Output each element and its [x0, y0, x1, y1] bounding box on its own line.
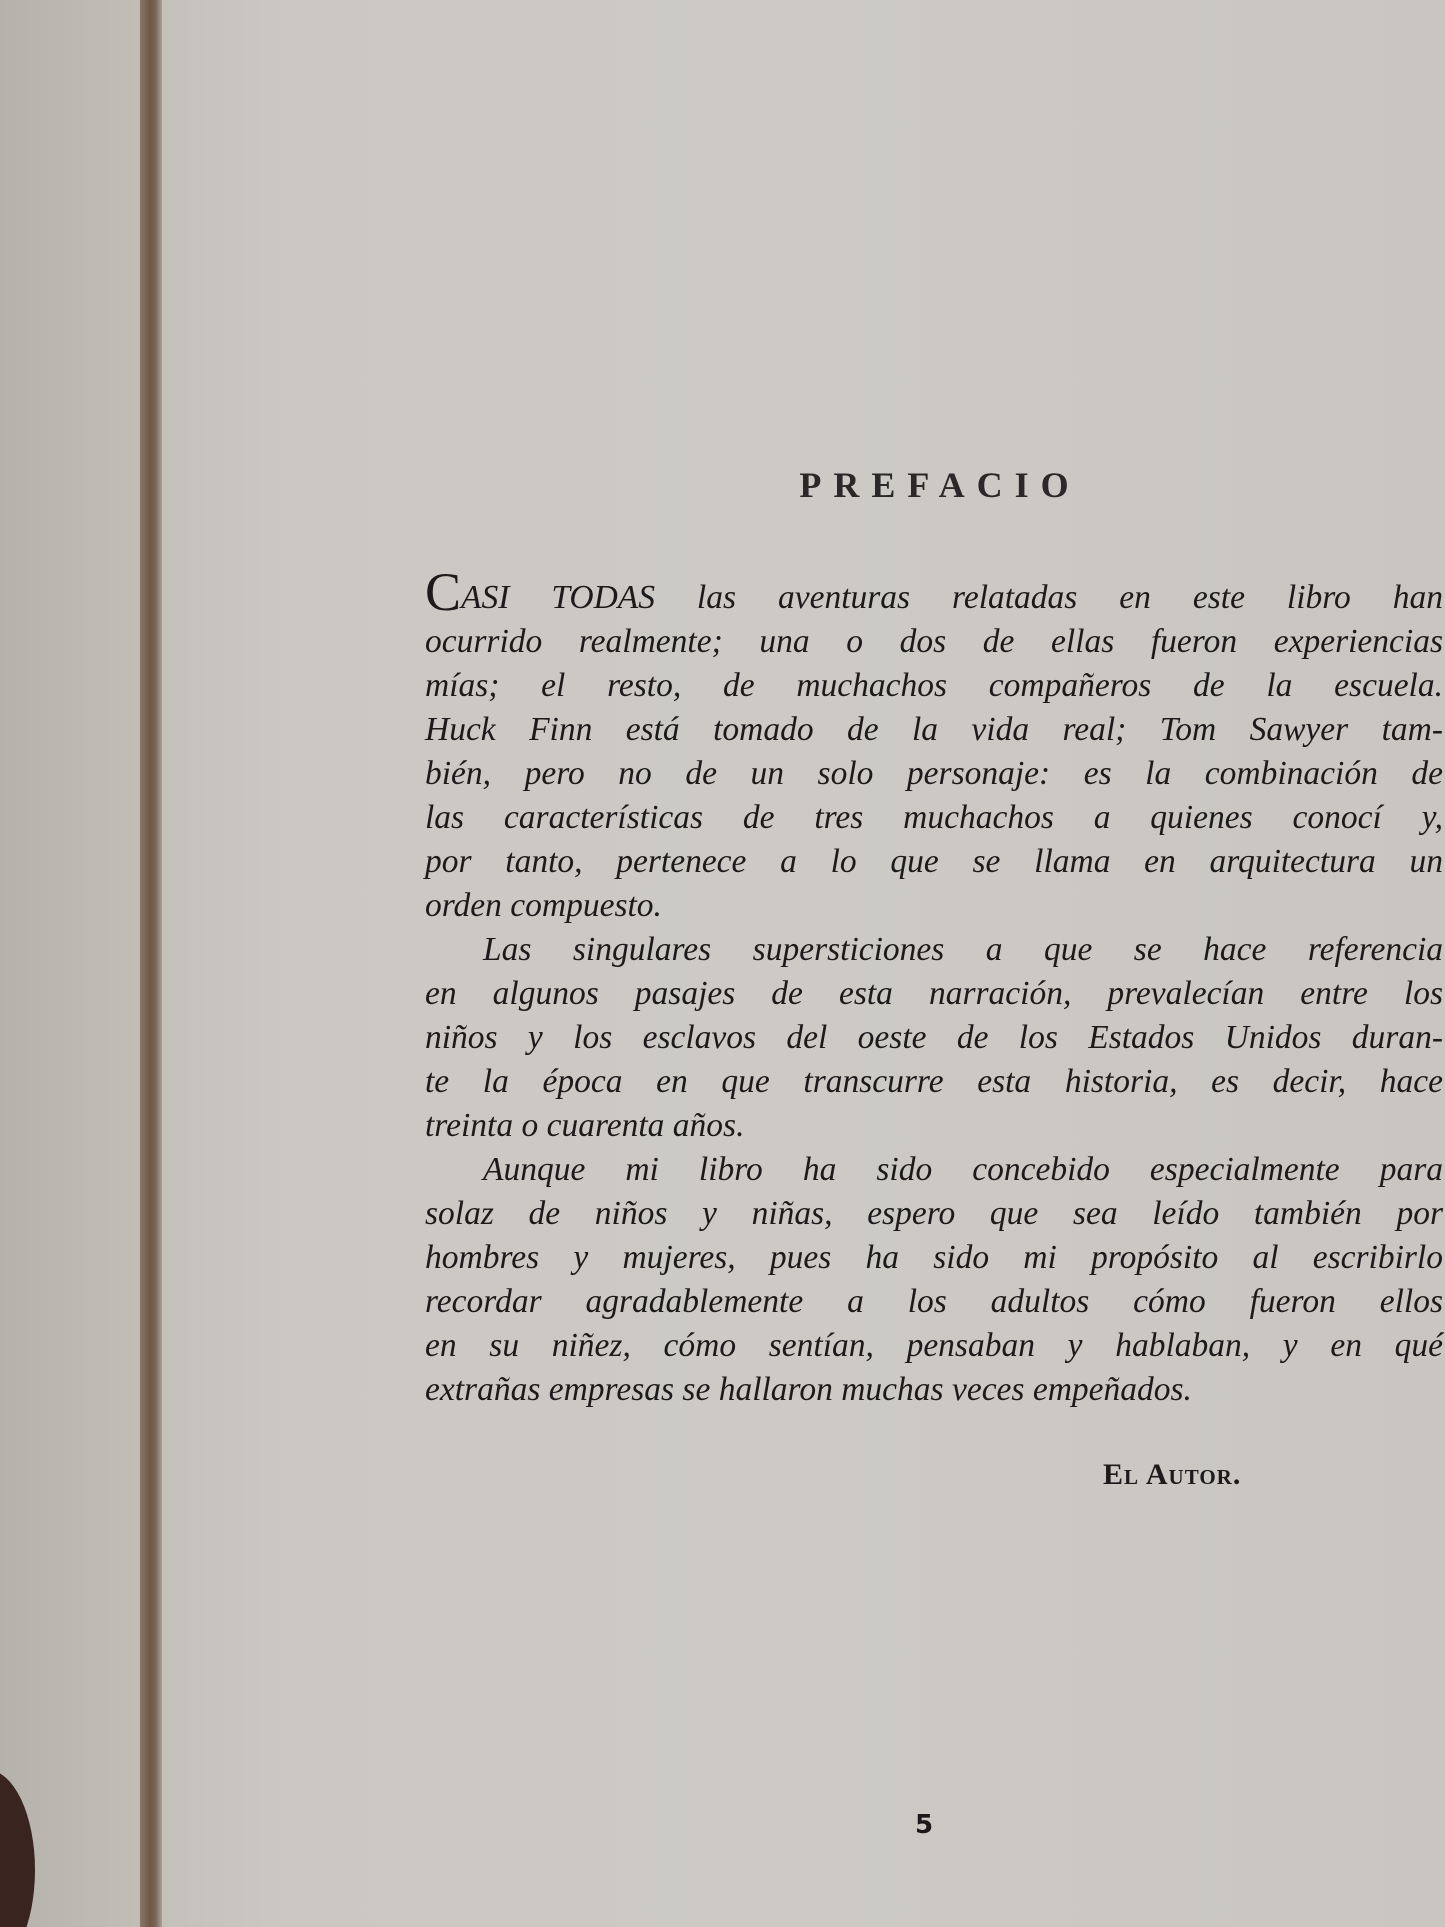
- text-line: las características de tres muchachos a quienes conocí y,: [425, 799, 1443, 836]
- paragraph-2: [425, 928, 1443, 1148]
- text-line: en su niñez, cómo sentían, pensaban y hablaban, y en qué: [425, 1327, 1443, 1364]
- text-line: extrañas empresas se hallaron muchas veces empeñados.: [425, 1371, 1192, 1408]
- text-line: Aunque mi libro ha sido concebido especialmente para: [483, 1151, 1443, 1188]
- paragraph-1: [425, 562, 1443, 928]
- left-page-edge: [0, 0, 150, 1927]
- paragraph-3: [425, 1148, 1443, 1412]
- text-line: por tanto, pertenece a lo que se llama en arquitectura un: [425, 843, 1443, 880]
- text-line: solaz de niños y niñas, espero que sea leído también por: [425, 1195, 1443, 1232]
- text-line: niños y los esclavos del oeste de los Estados Unidos duran-: [425, 1019, 1443, 1056]
- text-line: Las singulares supersticiones a que se hace referencia: [483, 931, 1443, 968]
- page-number: 5: [915, 1810, 934, 1840]
- text-line: orden compuesto.: [425, 887, 662, 924]
- drop-cap: C: [425, 562, 462, 622]
- text-line: CASI TODAS las aventuras relatadas en este libro han: [425, 562, 1443, 622]
- text-line: mías; el resto, de muchachos compañeros de la escuela.: [425, 667, 1443, 704]
- text-line: hombres y mujeres, pues ha sido mi propósito al escribirlo: [425, 1239, 1443, 1276]
- text-line: bién, pero no de un solo personaje: es la combinación de: [425, 755, 1443, 792]
- text-line: treinta o cuarenta años.: [425, 1107, 745, 1144]
- text-line: en algunos pasajes de esta narración, prevalecían entre los: [425, 975, 1443, 1012]
- text-line: Huck Finn está tomado de la vida real; Tom Sawyer tam-: [425, 711, 1443, 748]
- preface-body: [425, 562, 1443, 1412]
- text-line: te la época en que transcurre esta historia, es decir, hace: [425, 1063, 1443, 1100]
- author-signature: El Autor.: [1103, 1458, 1242, 1491]
- right-page: [162, 0, 1445, 1927]
- page-title: PREFACIO: [799, 465, 1081, 505]
- text-line: ocurrido realmente; una o dos de ellas fueron experiencias: [425, 623, 1443, 660]
- book-spine-gutter: [140, 0, 162, 1927]
- text-line: recordar agradablemente a los adultos cómo fueron ellos: [425, 1283, 1443, 1320]
